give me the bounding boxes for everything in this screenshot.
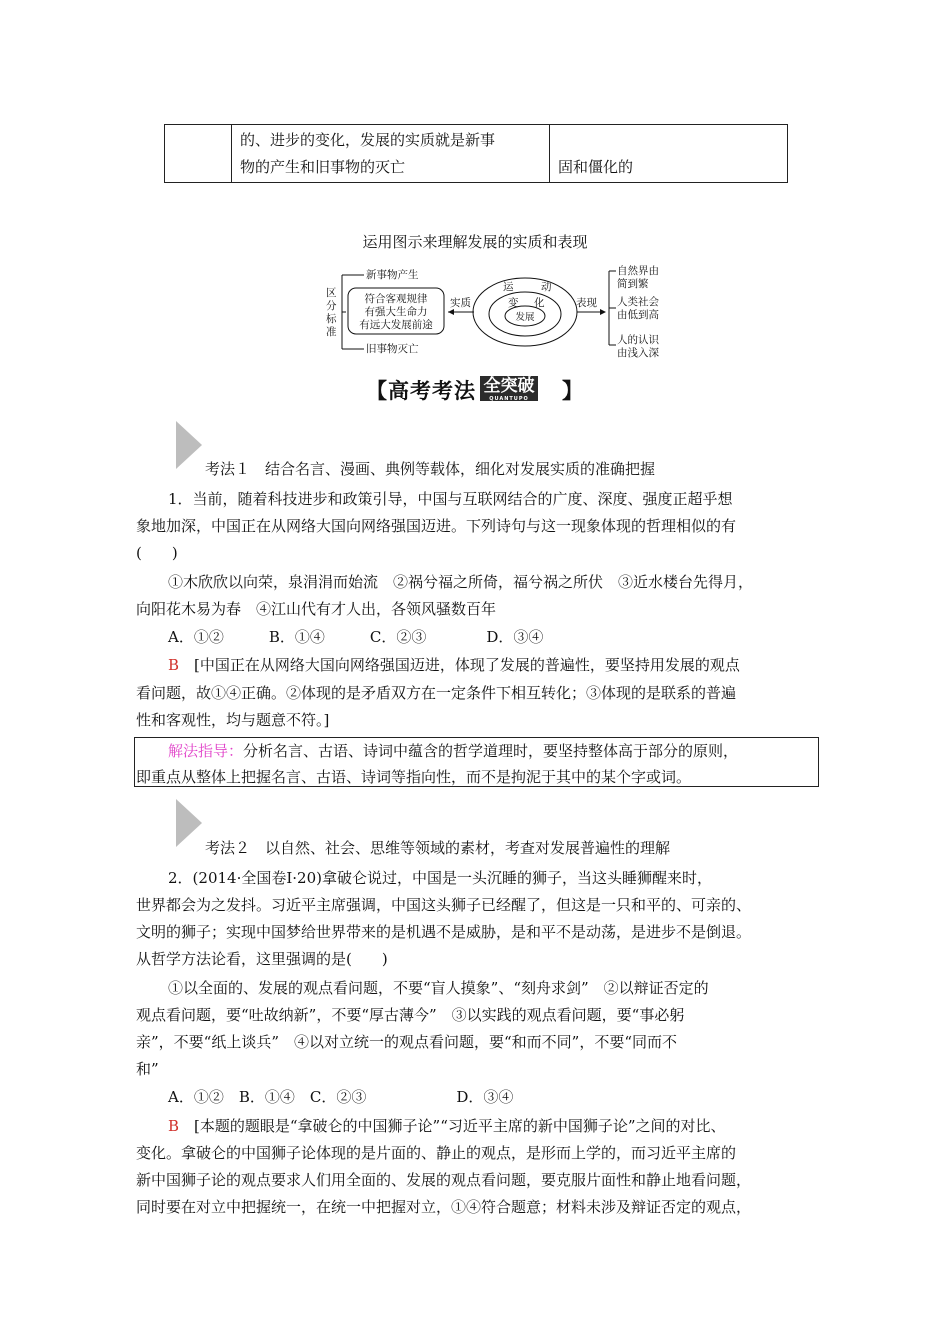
banner-bracket: 【 [366,379,388,403]
banner-title: 高考考法 [388,379,476,403]
bracket-line [342,275,364,349]
question-text: ( ) [136,544,178,562]
answer-text: 同时要在对立中把握统一，在统一中把握对立，①④符合题意；材料未涉及辩证否定的观点， [136,1198,752,1216]
table-text: 物的产生和旧事物的灭亡 [240,158,406,176]
diagram-label: 标 [326,313,337,325]
banner-bracket: 】 [562,379,584,403]
right-item-text: 自然界由 [617,265,659,277]
play-triangle-icon [176,799,202,847]
answer-letter: B [168,656,180,674]
question-text: 1．当前，随着科技进步和政策引导，中国与互联网结合的广度、深度、强度正超乎想 [168,490,733,508]
option-text: 亲”，不要“纸上谈兵” ④以对立统一的观点看问题，要“和而不同”，不要“同而不 [136,1033,678,1051]
diagram-label [326,287,337,299]
concept-table [164,124,788,183]
section-heading: 考法２ 以自然、社会、思维等领域的素材，考查对发展普遍性的理解 [205,839,671,857]
question-text: 世界都会为之发抖。习近平主席强调，中国这头狮子已经醒了，但这是一只和平的、可亲的、 [136,896,752,914]
option-text: 和” [136,1060,159,1078]
tip-line [168,740,738,761]
option-text: ①以全面的、发展的观点看问题，不要“盲人摸象”、“刻舟求剑” ②以辩证否定的 [168,979,709,997]
bracket-line [609,271,616,345]
criteria-line: 有远大发展前途 [359,319,433,331]
section-heading: 考法１ 结合名言、漫画、典例等载体，细化对发展实质的准确把握 [205,460,656,478]
answer-text: 变化。拿破仑的中国狮子论体现的是片面的、静止的观点，是形而上学的，而习近平主席的 [136,1144,737,1162]
right-item-text: 由浅入深 [617,347,659,359]
criteria-line: 有强大生命力 [364,306,428,318]
ring-text: 动 [541,281,552,293]
table-cell-right [550,125,787,182]
answer-text: 性和客观性，均与题意不符。] [136,711,330,729]
old-things-label: 旧事物灭亡 [366,343,419,355]
criteria-line: 符合客观规律 [364,293,428,305]
option-text: 向阳花木易为春 ④江山代有才人出，各领风骚数百年 [136,600,497,618]
tip-text: 分析名言、古语、诗词中蕴含的哲学道理时，要坚持整体高于部分的原则， [243,742,739,760]
table-text: 固和僵化的 [558,158,634,176]
development-diagram [320,262,670,362]
answer-text: 新中国狮子论的观点要求人们用全面的、发展的观点看问题，要克服片面性和静止地看问题， [136,1171,752,1189]
section-banner [366,373,586,407]
right-item-text: 人的认识 [617,334,659,346]
manifest-label: 表现 [576,297,597,309]
diagram-label: 准 [326,326,337,338]
ring-text: 运 [503,281,514,293]
question-text: 2．(2014·全国卷Ⅰ·20)拿破仑说过，中国是一头沉睡的狮子，当这头睡狮醒来时， [168,869,712,887]
ring-text: 变 [508,297,519,309]
banner-highlight-sub: QUANTUPO [489,396,529,402]
essence-label: 实质 [450,297,471,309]
diagram-label: 区 [326,287,337,299]
table-text: 的、进步的变化，发展的实质就是新事 [240,131,496,149]
answer-text: [中国正在从网络大国向网络强国迈进，体现了发展的普遍性，要坚持用发展的观点 [179,656,740,674]
answer-text: 看问题，故①④正确。②体现的是矛盾双方在一定条件下相互转化；③体现的是联系的普遍 [136,684,737,702]
ring-text: 发展 [515,312,535,323]
question-text: 象地加深，中国正在从网络大国向网络强国迈进。下列诗句与这一现象体现的哲理相似的有 [136,517,737,535]
right-item-text: 人类社会 [617,296,659,308]
diagram-caption: 运用图示来理解发展的实质和表现 [362,233,588,251]
arrow-head-icon [448,309,454,315]
choices: A．①② B．①④ C．②③ D．③④ [168,1088,514,1106]
answer-line [168,1115,726,1136]
table-cell-middle [232,125,550,182]
right-item-text: 简到繁 [617,278,649,290]
right-item-text: 由低到高 [617,309,659,321]
new-things-label: 新事物产生 [366,269,419,281]
table-cell-empty [165,125,232,182]
ring-text: 化 [534,297,545,309]
tip-label: 解法指导： [168,742,244,760]
answer-text: [本题的题眼是“拿破仑的中国狮子论”“习近平主席的新中国狮子论”之间的对比、 [179,1117,726,1135]
answer-line [168,654,740,675]
tip-text: 即重点从整体上把握名言、古语、诗词等指向性，而不是拘泥于其中的某个字或词。 [136,768,692,786]
diagram-label: 分 [326,300,337,312]
banner-highlight [480,376,538,401]
question-text: 文明的狮子；实现中国梦给世界带来的是机遇不是威胁，是和平不是动荡，是进步不是倒退。 [136,923,752,941]
option-text: 观点看问题，要“吐故纳新”，不要“厚古薄今” ③以实践的观点看问题，要“事必躬 [136,1006,685,1024]
banner-highlight-text: 全突破 [483,376,535,396]
choices: A．①② B．①④ C．②③ D．③④ [168,628,544,646]
option-text: ①木欣欣以向荣，泉涓涓而始流 ②祸兮福之所倚，福兮祸之所伏 ③近水楼台先得月， [168,573,754,591]
answer-letter: B [168,1117,180,1135]
arrow-head-icon [600,309,606,315]
question-text: 从哲学方法论看，这里强调的是( ) [136,950,388,968]
play-triangle-icon [176,421,202,469]
